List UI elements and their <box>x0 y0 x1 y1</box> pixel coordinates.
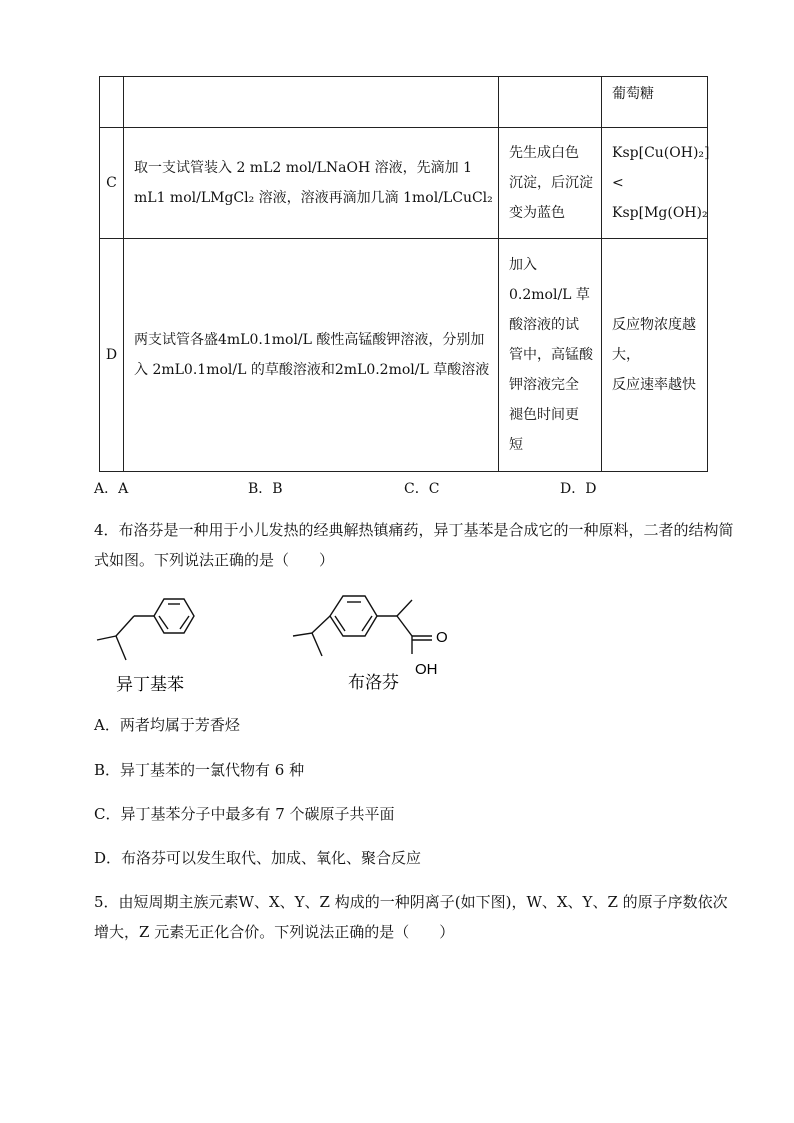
operation-text: 取一支试管装入 2 mL2 mol/LNaOH 溶液，先滴加 1 mL1 mol/LMgCl₂ 溶液，溶液再滴加几滴 1mol/LCuCl₂ <box>134 160 493 206</box>
q4-option-c[interactable]: C．异丁基苯分子中最多有 7 个碳原子共平面 <box>94 805 395 823</box>
experiment-table <box>99 76 708 472</box>
table-row <box>100 128 708 239</box>
conclusion-cell <box>602 128 708 239</box>
q3-option-c[interactable]: C．C <box>404 481 440 497</box>
q5-stem: 5．由短周期主族元素W、X、Y、Z 构成的一种阴离子(如下图)，W、X、Y、Z 的原子序数依次增大，Z 元素无正化合价。下列说法正确的是（ ） <box>94 893 728 941</box>
operation-cell <box>124 77 499 128</box>
q3-option-b[interactable]: B．B <box>248 481 283 497</box>
q4-option-a[interactable]: A．两者均属于芳香烃 <box>94 716 240 734</box>
row-label: C <box>100 128 124 239</box>
row-label: D <box>100 239 124 472</box>
phenomenon-text: 加入 0.2mol/L 草 酸溶液的试 管中，高锰酸 钾溶液完全 褪色时间更 短 <box>509 257 593 453</box>
table-row <box>100 239 708 472</box>
q4-option-d[interactable]: D．布洛芬可以发生取代、加成、氧化、聚合反应 <box>94 849 422 867</box>
phenomenon-cell <box>499 239 602 472</box>
q3-option-a[interactable]: A．A <box>94 481 129 497</box>
q4-stem: 4．布洛芬是一种用于小儿发热的经典解热镇痛药，异丁基苯是合成它的一种原料，二者的结构简式如图。下列说法正确的是（ ） <box>94 521 734 569</box>
conclusion-cell: 葡萄糖 <box>602 77 708 128</box>
ibuprofen-structure <box>293 596 432 656</box>
operation-cell <box>124 239 499 472</box>
hydroxyl-label: OH <box>415 661 438 678</box>
conclusion-cell <box>602 239 708 472</box>
q4-option-b[interactable]: B．异丁基苯的一氯代物有 6 种 <box>94 761 305 779</box>
conclusion-text: 反应物浓度越大， 反应速率越快 <box>612 317 696 393</box>
structure-diagram <box>94 590 494 700</box>
isobutylbenzene-label: 异丁基苯 <box>116 675 184 695</box>
table-row <box>100 77 708 128</box>
conclusion-text: Ksp[Cu(OH)₂]< Ksp[Mg(OH)₂ <box>612 145 710 221</box>
q3-option-d[interactable]: D．D <box>560 481 597 497</box>
row-label <box>100 77 124 128</box>
operation-text: 两支试管各盛4mL0.1mol/L 酸性高锰酸钾溶液，分别加 入 2mL0.1mol/L 的草酸溶液和2mL0.2mol/L 草酸溶液 <box>134 332 490 378</box>
phenomenon-text: 先生成白色 沉淀，后沉淀 变为蓝色 <box>509 145 593 221</box>
phenomenon-cell <box>499 128 602 239</box>
operation-cell <box>124 128 499 239</box>
oxygen-label: O <box>436 629 448 646</box>
phenomenon-cell <box>499 77 602 128</box>
ibuprofen-label: 布洛芬 <box>348 673 399 693</box>
isobutylbenzene-structure <box>97 599 194 660</box>
